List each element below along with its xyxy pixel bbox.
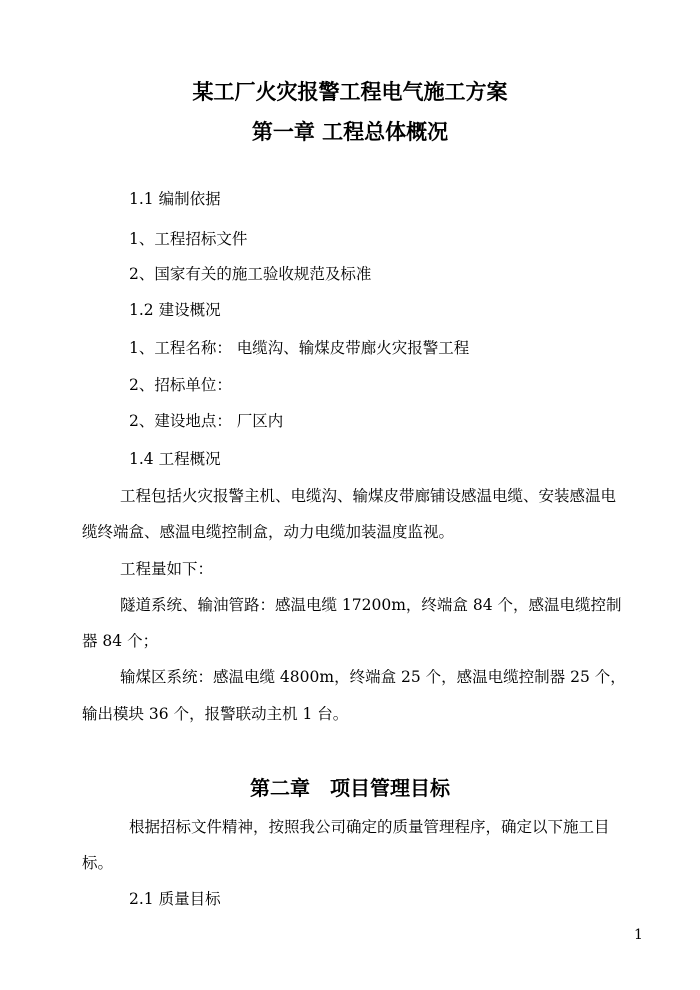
section-2-1-heading: 2.1 质量目标 xyxy=(129,890,221,908)
list-item: 2、招标单位： xyxy=(129,376,232,394)
paragraph-line: 标。 xyxy=(82,854,114,872)
paragraph-line: 隧道系统、输油管路：感温电缆 17200m，终端盒 84 个，感温电缆控制 xyxy=(120,596,622,614)
section-1-2-heading: 1.2 建设概况 xyxy=(129,301,221,319)
paragraph-line: 缆终端盒、感温电缆控制盒，动力电缆加装温度监视。 xyxy=(82,523,455,541)
paragraph-line: 工程包括火灾报警主机、电缆沟、输煤皮带廊铺设感温电缆、安装感温电 xyxy=(120,487,617,505)
chapter-1-heading: 第一章 工程总体概况 xyxy=(251,120,449,144)
paragraph-line: 器 84 个； xyxy=(82,632,159,650)
paragraph-line: 根据招标文件精神，按照我公司确定的质量管理程序，确定以下施工目 xyxy=(129,818,610,836)
section-1-1-heading: 1.1 编制依据 xyxy=(129,190,221,208)
document-title: 某工厂火灾报警工程电气施工方案 xyxy=(192,80,508,104)
section-1-4-heading: 1.4 工程概况 xyxy=(129,450,221,468)
paragraph-line: 输出模块 36 个，报警联动主机 1 台。 xyxy=(82,705,349,723)
list-item: 1、工程名称： 电缆沟、输煤皮带廊火灾报警工程 xyxy=(129,339,470,357)
list-item: 2、建设地点： 厂区内 xyxy=(129,412,284,430)
paragraph-line: 输煤区系统：感温电缆 4800m，终端盒 25 个，感温电缆控制器 25 个， xyxy=(120,668,626,686)
list-item: 2、国家有关的施工验收规范及标准 xyxy=(129,265,372,283)
page-number: 1 xyxy=(634,927,643,943)
list-item: 1、工程招标文件 xyxy=(129,230,248,248)
chapter-2-heading: 第二章 项目管理目标 xyxy=(250,776,450,800)
paragraph-line: 工程量如下： xyxy=(120,560,214,578)
